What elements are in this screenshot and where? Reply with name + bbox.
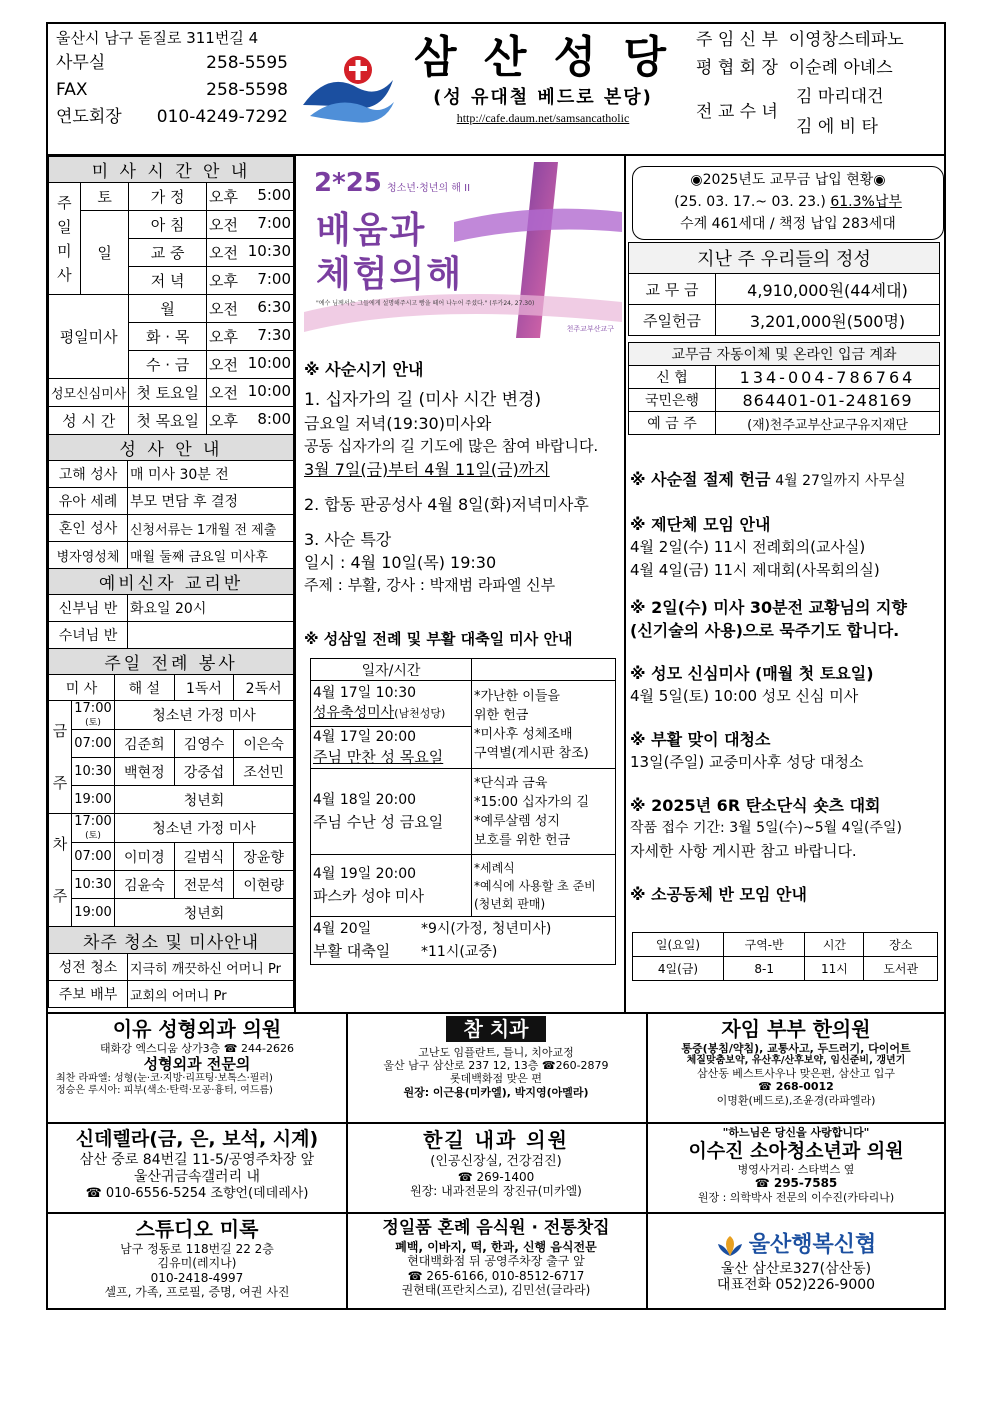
notice-marian: ※ 성모 신심미사 (매월 첫 토요일): [630, 664, 874, 683]
notice-small-group: ※ 소공동체 반 모임 안내: [630, 885, 807, 904]
small-group-table: 일(요일) 구역-반 시간 장소 4일(금) 8-1 11시 도서관: [632, 932, 938, 981]
staff-list: 주 임 신 부 이영창스테파노 평 협 회 장 이순례 아녜스 전 교 수 녀 김 마리대건 김 에 비 타: [696, 30, 904, 137]
notice-groups: ※ 제단체 모임 안내: [630, 515, 771, 534]
sacrament-table: 성 사 안 내 고해 성사 매 미사 30분 전 유아 세례 부모 면담 후 결정 혼인 성사 신청서류는 1개월 전 제출 병자영성체 매월 둘째 금요일 미사후: [48, 434, 294, 569]
cleaning-table: 차주 청소 및 미사안내 성전 청소 지극히 깨끗하신 어머니 Pr 주보 배부 교회의 어머니 Pr: [48, 926, 294, 1008]
ad-hangil-clinic: 한길 내과 의원 (인공신장실, 건강검진) ☎ 269-1400 원장: 내과전문의 장진규(미카엘): [410, 1128, 582, 1198]
notice-lent-offering: ※ 사순절 절제 헌금 4월 27일까지 사무실: [630, 470, 906, 489]
ad-jaim-clinic: 자임 부부 한의원 통증(봉침/약침), 교통사고, 두드러기, 다이어트 체질맞춤보약, 유산후/산후보약, 임신준비, 갱년기 삼산동 베스트사우나 맞은편, 삼산고 입구 ☎ 268-0012 이명환(베드로),조윤경(라파엘라): [681, 1017, 911, 1107]
shinhyup-logo-icon: [716, 1234, 744, 1258]
church-logo-icon: [298, 50, 398, 130]
contact-president: 연도회장 010-4249-7292: [56, 107, 288, 127]
ad-cham-dental: 참 치과 고난도 임플란트, 틀니, 치아교정 울산 남구 삼산로 237 12, 13층 ☎260-2879 롯데백화점 맞은 편 원장: 이근용(미카엘), 박지영(아멜라): [383, 1017, 609, 1099]
cafe-link[interactable]: http://cafe.daum.net/samsancatholic: [456, 111, 630, 125]
contact-office: 사무실 258-5595: [56, 53, 288, 73]
banner: 2*25 청소년·청년의 해 II 배움과 체험의해 "예수 님께서는 그들에게 설명해주시고 빵을 떼어 나누어 주셨다." (루카24, 27.30) 천주교부산교구: [304, 162, 622, 338]
liturgy-table: 주일 전례 봉사 미 사 해 설 1독서 2독서 금 주 17:00 (토) 청소년 가정 미사 07:00 김준희 김영수 이은숙 10:30 백현정 강중섭 조선민 19:00 청년회 차 주 17:00 (토) 청소년 가정 미사 07:00 이미경 길범식 장윤향 10:30 김윤숙 전문석 이현량 19:00 청년회: [48, 648, 294, 927]
left-divider: [294, 155, 296, 1013]
offering-table: 지난 주 우리들의 정성 교 무 금 4,910,000원(44세대) 주일헌금 3,201,000원(500명): [628, 242, 940, 336]
ads-divider-top: [48, 1012, 944, 1014]
church-title: [398, 30, 688, 126]
ad-cinderella: 신데렐라(금, 은, 보석, 시계) 삼산 중로 84번길 11-5/공영주차장 앞 울산귀금속갤러리 내 ☎ 010-6556-5254 조향언(데데레사): [75, 1128, 319, 1201]
ad-iyu-clinic: 이유 성형외과 의원 태화강 엑스디움 상가3층 ☎ 244-2626 성형외과 전문의 최찬 라파엘: 성형(눈·코·지방·리프팅·보톡스·필러) 정승은 루시아: 피부(색소·탄력·모공·흉터, 여드름): [56, 1017, 294, 1097]
middle-divider: [624, 155, 626, 1013]
account-table: 교무금 자동이체 및 온라인 입금 계좌 신 협 134-004-786764 국민은행 864401-01-248169 예 금 주 (재)천주교부산교구유지재단: [628, 342, 940, 435]
left-column: [48, 156, 294, 1008]
ad-ulsan-shinhyup: 울산행복신협 울산 삼산로327(삼산동) 대표전화 052)226-9000: [716, 1232, 877, 1294]
ad-studio-mirok: 스튜디오 미록 남구 정동로 118번길 22 2층 김유미(레지나) 010-2418-4997 셀프, 가족, 프로필, 증명, 여권 사진: [104, 1217, 290, 1300]
holyweek-title: ※ 성삼일 전례 및 부활 대축일 미사 안내: [304, 630, 573, 648]
ad-leesujin-clinic: "하느님은 당신을 사랑합니다" 이수진 소아청소년과 의원 병영사거리· 스타벅스 옆 ☎ 295-7585 원장 : 의학박사 전문의 이수진(카타리나): [688, 1126, 904, 1204]
notice-pope: ※ 2일(수) 미사 30분전 교황님의 지향: [630, 598, 907, 617]
notices: ※ 사순절 절제 헌금 4월 27일까지 사무실 ※ 제단체 모임 안내 4월 2일(수) 11시 전례회의(교사실) 4월 4일(금) 11시 제대회(사목회의실) ※ 2일(수) 미사 30분전 교황님의 지향 (신기술의 사용)으로 묵주기도 합니다. ※ 성모 신심미사 (매월 첫 토요일) 4월 5일(토) 10:00 성모 신심 미사 ※ 부활 맞이 대청소 13일(주일) 교중미사후 성당 대청소 ※ 2025년 6R 탄소단식 숏츠 대회 작품 접수 기간: 3월 5일(수)~5월 4일(주일) 자세한 사항 게시판 참고 바랍니다. ※ 소공동체 반 모임 안내: [630, 468, 942, 906]
mass-table: 미 사 시 간 안 내 주 일 미 사 토 가 정 오후 5:00 일 아 침 오전 7:00 교 중 오전 10:30 저 녁 오후 7:00 평일미사 월 오전 6:30 화 · 목 오후 7:30 수 · 금 오전 10:00 성모신심미사 첫 토요일 오전 10:00 성 시 간 첫 목요일 오후 8:00: [48, 156, 294, 435]
church-subtitle: (성 유대철 베드로 본당): [433, 87, 653, 108]
address: 울산시 남구 돋질로 311번길 4: [56, 29, 259, 47]
church-name: 삼 산 성 당: [414, 32, 672, 83]
contact-fax: FAX 258-5598: [56, 80, 288, 100]
bulletin-page: [46, 22, 946, 1310]
dues-box: ◉2025년도 교무금 납입 현황◉ (25. 03. 17.~ 03. 23.) 61.3%납부 수계 461세대 / 책정 납입 283세대: [632, 166, 944, 240]
header-info: [56, 26, 288, 131]
lent-notice: ※ 사순시기 안내 1. 십자가의 길 (미사 시간 변경) 금요일 저녁(19:30)미사와 공동 십자가의 길 기도에 많은 참여 바랍니다. 3월 7일(금)부터 4월 11일(금)까지 2. 합동 판공성사 4월 8일(화)저녁미사후 3. 사순 특강 일시 : 4월 10일(목) 19:30 주제 : 부활, 강사 : 박재범 라파엘 신부: [304, 360, 599, 594]
holyweek-table: 일자/시간 4월 17일 10:30 성유축성미사(남천성당) *가난한 이들을 위한 헌금 *미사후 성체조배 구역별(게시판 참조) 4월 17일 20:00 주님 만찬 성 목요일 4월 18일 20:00 주님 수난 성 금요일 *단식과 금육 *15:00 십자가의 길 *예루살렘 성지 보호를 위한 헌금 4월 19일 20:00 파스카 성야 미사 *세례식 *예식에 사용할 초 준비 (청년회 판매) 4월 20일 *9시(가정, 청년미사) 부활 대축일 *11시(교중): [310, 658, 616, 965]
notice-cleaning: ※ 부활 맞이 대청소: [630, 730, 771, 749]
notice-carbon: ※ 2025년 6R 탄소단식 숏츠 대회: [630, 796, 881, 815]
catechumen-table: 예비신자 교리반 신부님 반 화요일 20시 수녀님 반: [48, 568, 294, 649]
ad-jeongilpum: 정일품 혼례 음식원 · 전통찻집 폐백, 이바지, 떡, 한과, 신행 음식전문 현대백화점 뒤 공영주차장 출구 앞 ☎ 265-6166, 010-8512-6717 권현태(프란치스코), 김민선(글라라): [382, 1218, 610, 1298]
